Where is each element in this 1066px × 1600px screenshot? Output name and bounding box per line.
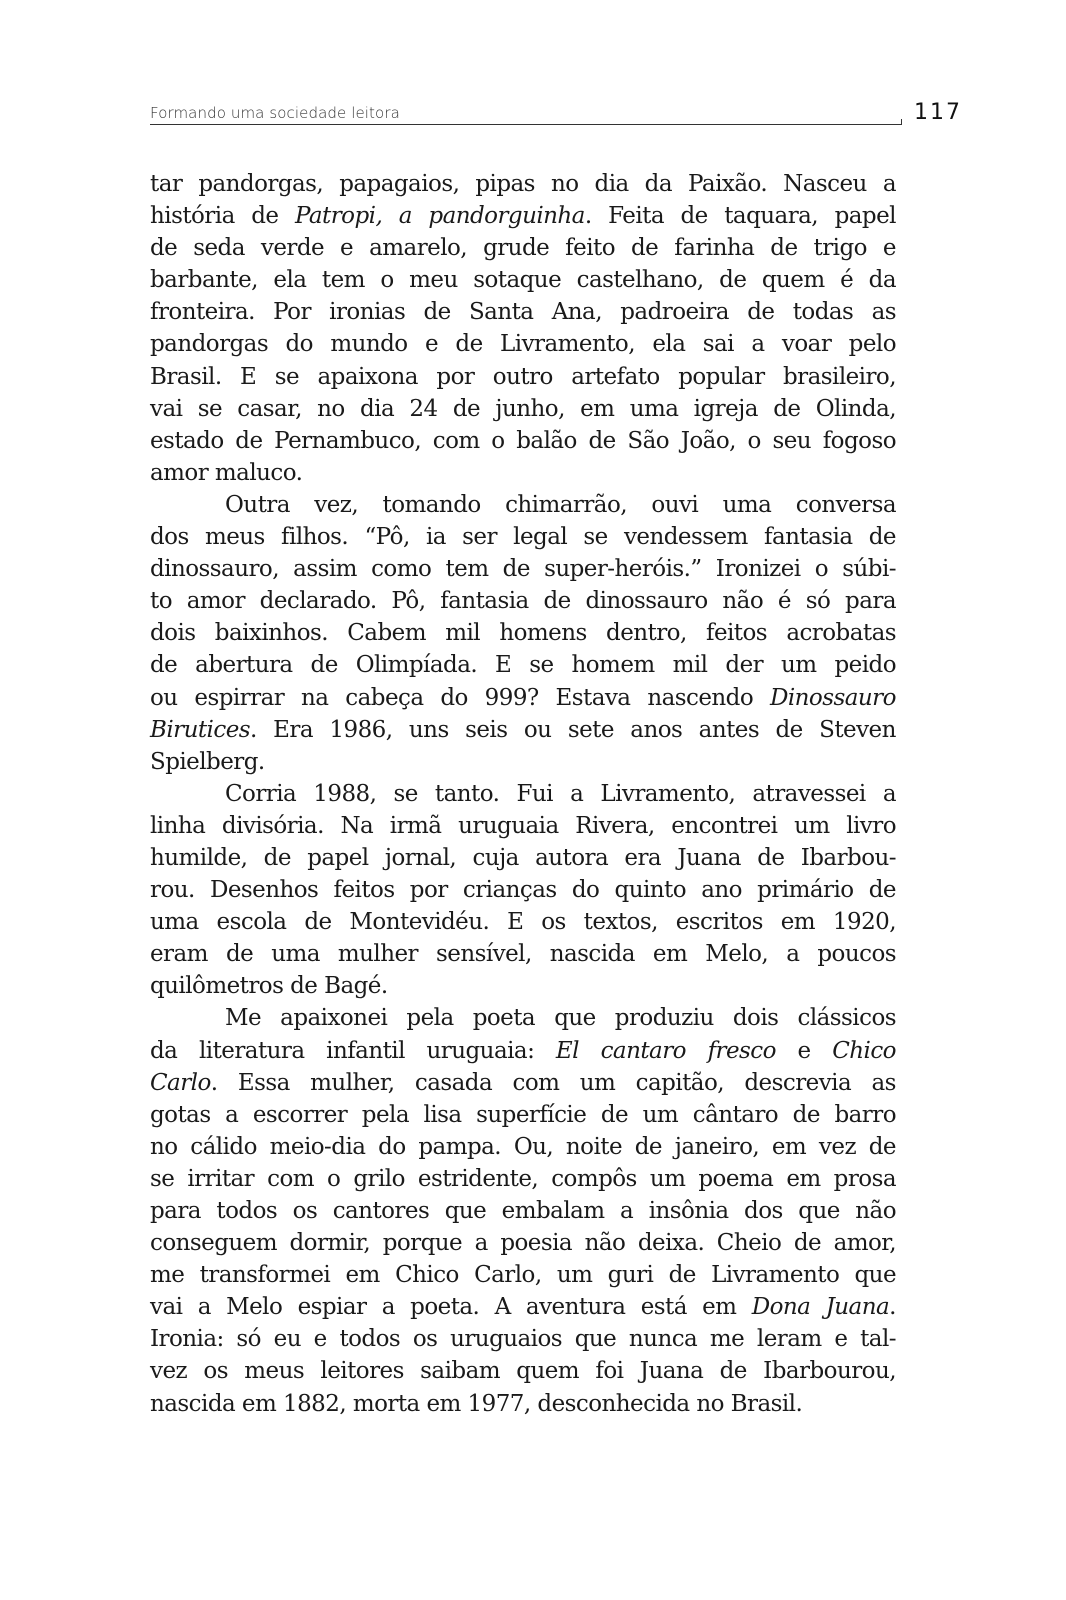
text-line: para todos os cantores que embalam a insônia dos que não xyxy=(150,1198,896,1224)
word: com xyxy=(512,1069,560,1096)
header-rule xyxy=(150,124,902,125)
word: papel xyxy=(834,203,896,230)
word: 1986, xyxy=(329,716,393,743)
word: Steven xyxy=(819,716,896,743)
text-line: de abertura de Olimpíada. E se homem mil der um peido xyxy=(150,652,896,679)
text-line xyxy=(150,1067,896,1099)
text-line: estado de Pernambuco, com o balão de São João, o seu fogoso xyxy=(150,427,896,454)
text-line xyxy=(150,682,896,714)
word: de xyxy=(680,203,708,230)
word: está xyxy=(640,1294,687,1321)
paragraph-2 xyxy=(150,489,896,778)
text-line: linha divisória. Na irmã uruguaia Rivera, encontrei um livro xyxy=(150,812,896,839)
word: uruguaia: xyxy=(426,1037,535,1064)
text-line: Ironia: só eu e todos os uruguaios que nunca me leram e tal- xyxy=(150,1326,896,1353)
word: Dinossauro xyxy=(769,684,896,711)
word: da xyxy=(150,1037,178,1064)
word: em xyxy=(702,1294,737,1321)
word: capitão, xyxy=(635,1069,725,1096)
text-line: vez os meus leitores saibam quem foi Juana de Ibarbourou, xyxy=(150,1358,896,1385)
text-line: de seda verde e amarelo, grude feito de farinha de trigo e xyxy=(150,235,896,262)
word: Chico xyxy=(832,1037,896,1064)
word: Feita xyxy=(608,203,664,230)
word: El xyxy=(555,1037,579,1064)
word: a xyxy=(381,1294,395,1321)
word: taquara, xyxy=(724,203,819,230)
word: Melo xyxy=(226,1294,283,1321)
text-line: amor maluco. xyxy=(150,459,303,486)
text-line: Outra vez, tomando chimarrão, ouvi uma conversa xyxy=(225,491,896,518)
word: a xyxy=(197,1294,211,1321)
text-line: no cálido meio-dia do pampa. Ou, noite de janeiro, em vez de xyxy=(150,1133,896,1160)
word: Juana. xyxy=(825,1294,896,1321)
page-header xyxy=(150,100,962,130)
word: cabeça xyxy=(345,684,424,711)
text-line: eram de uma mulher sensível, nascida em Melo, a poucos xyxy=(150,941,896,968)
text-line: Corria 1988, se tanto. Fui a Livramento, atravessei a xyxy=(225,780,896,807)
text-line: Spielberg. xyxy=(150,748,265,775)
word: antes xyxy=(698,716,760,743)
word: Birutices. xyxy=(150,716,257,743)
paragraph-3 xyxy=(150,778,896,1003)
text-line: to amor declarado. Pô, fantasia de dinossauro não é só para xyxy=(150,588,896,615)
word: as xyxy=(871,1069,896,1096)
header-rule-tick xyxy=(901,119,902,125)
word: fresco xyxy=(707,1037,776,1064)
word: na xyxy=(301,684,329,711)
word: Dona xyxy=(751,1294,811,1321)
word: Carlo. xyxy=(150,1069,218,1096)
word: literatura xyxy=(198,1037,305,1064)
word: ou xyxy=(523,716,552,743)
text-line: tar pandorgas, papagaios, pipas no dia da Paixão. Nasceu a xyxy=(150,171,896,197)
word: Patropi, xyxy=(294,203,383,230)
word: uns xyxy=(408,716,449,743)
word: sete xyxy=(567,716,614,743)
word: nascendo xyxy=(647,684,754,711)
word: história xyxy=(150,203,235,230)
word: Era xyxy=(273,716,314,743)
word: de xyxy=(251,203,279,230)
running-title: Formando uma sociedade leitora xyxy=(150,104,400,122)
text-line xyxy=(150,1291,896,1323)
word: 999? xyxy=(484,684,539,711)
text-line: humilde, de papel jornal, cuja autora era Juana de Ibarbou- xyxy=(150,844,896,871)
word: a xyxy=(398,203,412,230)
word: espiar xyxy=(297,1294,367,1321)
text-line: dinossauro, assim como tem de super-heróis.” Ironizei o súbi- xyxy=(150,556,896,583)
word: de xyxy=(775,716,803,743)
word: casada xyxy=(414,1069,493,1096)
word: do xyxy=(440,684,468,711)
word: e xyxy=(797,1037,811,1064)
text-line xyxy=(150,714,896,746)
text-line xyxy=(150,200,896,232)
word: um xyxy=(579,1069,616,1096)
word: descrevia xyxy=(744,1069,852,1096)
text-line: Brasil. E se apaixona por outro artefato popular brasileiro, xyxy=(150,363,896,390)
text-line: gotas a escorrer pela lisa superfície de um cântaro de barro xyxy=(150,1101,896,1128)
word: Estava xyxy=(555,684,631,711)
word: A xyxy=(494,1294,511,1321)
word: anos xyxy=(630,716,683,743)
text-line: barbante, ela tem o meu sotaque castelhano, de quem é da xyxy=(150,267,896,294)
text-line: fronteira. Por ironias de Santa Ana, padroeira de todas as xyxy=(150,299,896,326)
text-line: nascida em 1882, morta em 1977, desconhecida no Brasil. xyxy=(150,1390,803,1417)
text-line: conseguem dormir, porque a poesia não deixa. Cheio de amor, xyxy=(150,1230,896,1257)
text-line: rou. Desenhos feitos por crianças do quinto ano primário de xyxy=(150,877,896,904)
word: cantaro xyxy=(600,1037,686,1064)
paragraph-1 xyxy=(150,168,896,489)
body-text xyxy=(150,168,896,1420)
text-line: vai se casar, no dia 24 de junho, em uma igreja de Olinda, xyxy=(150,395,896,422)
text-line: dos meus filhos. “Pô, ia ser legal se vendessem fantasia de xyxy=(150,524,896,551)
word: seis xyxy=(465,716,508,743)
word: infantil xyxy=(326,1037,405,1064)
word: Essa xyxy=(237,1069,290,1096)
text-line: dois baixinhos. Cabem mil homens dentro, feitos acrobatas xyxy=(150,620,896,647)
word: espirrar xyxy=(194,684,285,711)
word: mulher, xyxy=(310,1069,395,1096)
text-line: quilômetros de Bagé. xyxy=(150,973,388,1000)
page-number: 117 xyxy=(914,100,962,125)
text-line: pandorgas do mundo e de Livramento, ela sai a voar pelo xyxy=(150,331,896,358)
text-line: se irritar com o grilo estridente, compôs um poema em prosa xyxy=(150,1165,896,1192)
word: poeta. xyxy=(410,1294,480,1321)
text-line: me transformei em Chico Carlo, um guri de Livramento que xyxy=(150,1262,896,1289)
text-line: uma escola de Montevidéu. E os textos, escritos em 1920, xyxy=(150,909,896,936)
text-line xyxy=(150,1035,896,1067)
word: pandorguinha. xyxy=(428,203,592,230)
word: aventura xyxy=(525,1294,626,1321)
word: vai xyxy=(150,1294,183,1321)
word: ou xyxy=(150,684,178,711)
paragraph-4 xyxy=(150,1002,896,1419)
text-line: Me apaixonei pela poeta que produziu dois clássicos xyxy=(225,1005,896,1032)
